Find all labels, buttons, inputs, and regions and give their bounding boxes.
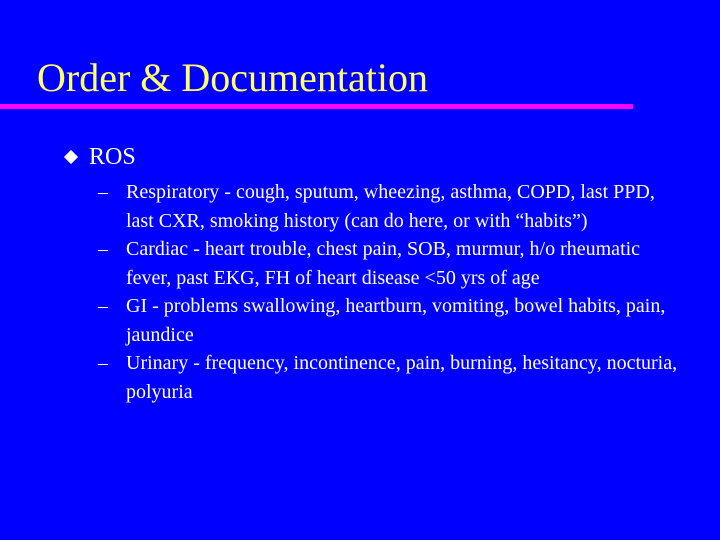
sub-bullet-text: Urinary - frequency, incontinence, pain, burning, hesitancy, nocturia, polyuria	[126, 352, 678, 403]
sub-bullet-text: Respiratory - cough, sputum, wheezing, asthma, COPD, last PPD, last CXR, smoking history (can do here, or with “habits”)	[126, 181, 655, 232]
slide-title: Order & Documentation	[37, 55, 428, 100]
title-underline-rule	[0, 104, 633, 109]
sub-bullet-respiratory	[98, 178, 678, 235]
dash-marker: –	[98, 295, 108, 317]
bullet-text: ROS	[89, 144, 136, 170]
dash-marker: –	[98, 352, 108, 374]
sub-bullet-text: Cardiac - heart trouble, chest pain, SOB, murmur, h/o rheumatic fever, past EKG, FH of heart disease <50 yrs of age	[126, 238, 641, 289]
dash-marker: –	[98, 238, 108, 260]
sub-bullet-urinary	[98, 349, 678, 406]
bullet-ros	[66, 143, 136, 171]
diamond-bullet-icon	[64, 150, 78, 164]
sub-bullet-gi	[98, 292, 678, 349]
sub-bullet-text: GI - problems swallowing, heartburn, vomiting, bowel habits, pain, jaundice	[126, 295, 666, 346]
dash-marker: –	[98, 181, 108, 203]
sub-bullet-cardiac	[98, 235, 678, 292]
sub-bullet-list	[98, 178, 678, 406]
